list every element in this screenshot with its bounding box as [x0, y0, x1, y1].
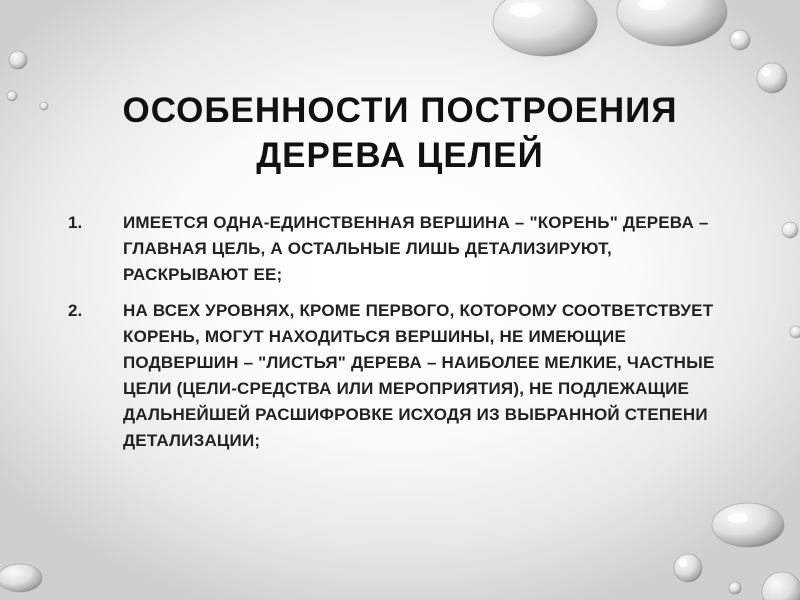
list-item	[68, 298, 728, 454]
list-item-number: 1.	[68, 213, 83, 232]
water-drop-icon	[712, 503, 784, 547]
water-drop-icon	[730, 30, 750, 50]
numbered-list	[68, 210, 728, 464]
water-drop-icon	[617, 0, 727, 46]
list-item	[68, 210, 728, 288]
water-drop-icon	[40, 102, 48, 110]
water-drop-icon	[0, 564, 42, 592]
water-drop-icon	[490, 0, 606, 66]
list-item-number: 2.	[68, 301, 83, 320]
slide-title-line: ОСОБЕННОСТИ ПОСТРОЕНИЯ	[122, 91, 678, 130]
water-drop-icon	[762, 572, 800, 600]
list-item-text: НА ВСЕХ УРОВНЯХ, КРОМЕ ПЕРВОГО, КОТОРОМУ СООТВЕТСТВУЕТ КОРЕНЬ, МОГУТ НАХОДИТЬСЯ ВЕРШИНЫ, НЕ ИМЕЮЩИЕ ПОДВЕРШИН – "ЛИСТЬЯ" ДЕРЕВА – НАИБОЛЕЕ МЕЛКИЕ, ЧАСТНЫЕ ЦЕЛИ (ЦЕЛИ-СРЕДСТВА ИЛИ МЕРОПРИЯТИЯ), НЕ ПОДЛЕЖАЩИЕ ДАЛЬНЕЙШЕЙ РАСШИФРОВКЕ ИСХОДЯ ИЗ ВЫБРАННОЙ СТЕПЕНИ ДЕТАЛИЗАЦИИ;	[123, 301, 715, 450]
water-drop-icon	[729, 582, 741, 594]
water-drop-icon	[7, 91, 17, 101]
water-drop-icon	[9, 51, 27, 69]
list-item-text: ИМЕЕТСЯ ОДНА-ЕДИНСТВЕННАЯ ВЕРШИНА – "КОРЕНЬ" ДЕРЕВА – ГЛАВНАЯ ЦЕЛЬ, А ОСТАЛЬНЫЕ ЛИШЬ ДЕТАЛИЗИРУЮТ, РАСКРЫВАЮТ ЕЕ;	[123, 213, 709, 284]
water-drop-icon	[782, 222, 798, 238]
slide-title	[70, 88, 730, 178]
water-drop-icon	[674, 554, 702, 582]
slide-title-line: ДЕРЕВА ЦЕЛЕЙ	[256, 136, 544, 175]
water-drop-icon	[790, 326, 800, 338]
water-drop-icon	[757, 63, 787, 93]
